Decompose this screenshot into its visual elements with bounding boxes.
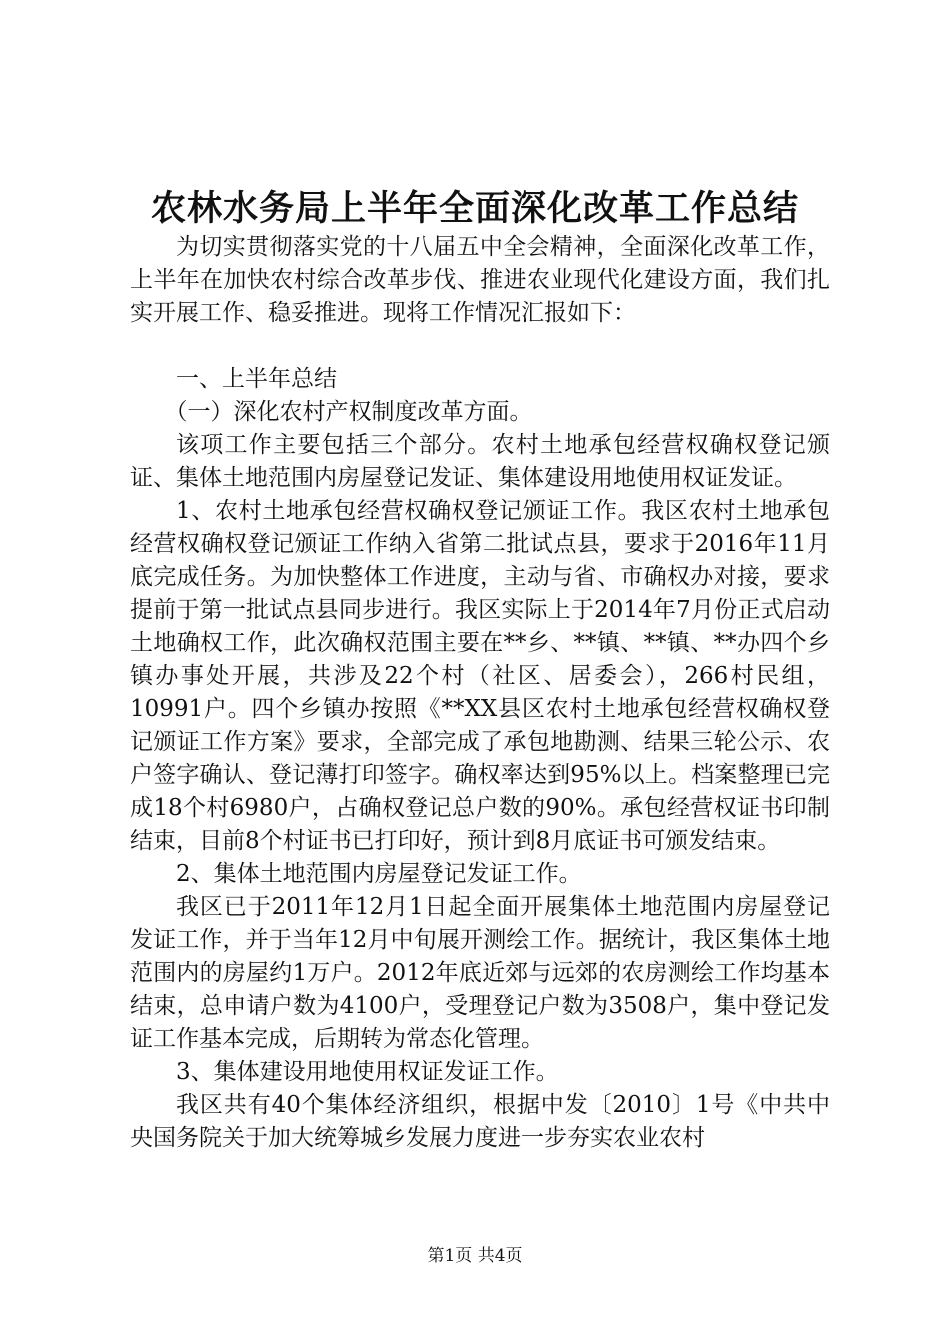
item-heading-construction-land: 3、集体建设用地使用权证发证工作。 xyxy=(176,1059,559,1085)
document-body xyxy=(130,231,830,1155)
document-title: 农林水务局上半年全面深化改革工作总结 xyxy=(150,188,799,229)
page-footer: 第1页 共4页 xyxy=(427,1246,523,1266)
item-heading-housing-registration: 2、集体土地范围内房屋登记发证工作。 xyxy=(176,861,582,887)
section-heading-summary: 一、上半年总结 xyxy=(176,366,337,392)
intro-paragraph: 为切实贯彻落实党的十八届五中全会精神，全面深化改革工作，上半年在加快农村综合改革步伐、推进农业现代化建设方面，我们扎实开展工作、稳妥推进。现将工作情况汇报如下： xyxy=(130,234,830,326)
paragraph-construction-land: 我区共有40个集体经济组织，根据中发〔2010〕1号《中共中央国务院关于加大统筹城乡发展力度进一步夯实农业农村 xyxy=(130,1092,830,1151)
paragraph-overview: 该项工作主要包括三个部分。农村土地承包经营权确权登记颁证、集体土地范围内房屋登记发证、集体建设用地使用权证发证。 xyxy=(130,432,830,491)
paragraph-housing-registration: 我区已于2011年12月1日起全面开展集体土地范围内房屋登记发证工作，并于当年12月中旬展开测绘工作。据统计，我区集体土地范围内的房屋约1万户。2012年底近郊与远郊的农房测绘工作均基本结束，总申请户数为4100户，受理登记户数为3508户，集中登记发证工作基本完成，后期转为常态化管理。 xyxy=(130,894,830,1052)
paragraph-land-contract-certification: 1、农村土地承包经营权确权登记颁证工作。我区农村土地承包经营权确权登记颁证工作纳入省第二批试点县，要求于2016年11月底完成任务。为加快整体工作进度，主动与省、市确权办对接，要求提前于第一批试点县同步进行。我区实际上于2014年7月份正式启动土地确权工作，此次确权范围主要在**乡、**镇、**镇、**办四个乡镇办事处开展，共涉及22个村（社区、居委会），266村民组，10991户。四个乡镇办按照《**XX县区农村土地承包经营权确权登记颁证工作方案》要求，全部完成了承包地勘测、结果三轮公示、农户签字确认、登记薄打印签字。确权率达到95%以上。档案整理已完成18个村6980户，占确权登记总户数的90%。承包经营权证书印制结束，目前8个村证书已打印好，预计到8月底证书可颁发结束。 xyxy=(130,498,830,854)
subsection-heading-property-rights: （一）深化农村产权制度改革方面。 xyxy=(164,399,533,425)
